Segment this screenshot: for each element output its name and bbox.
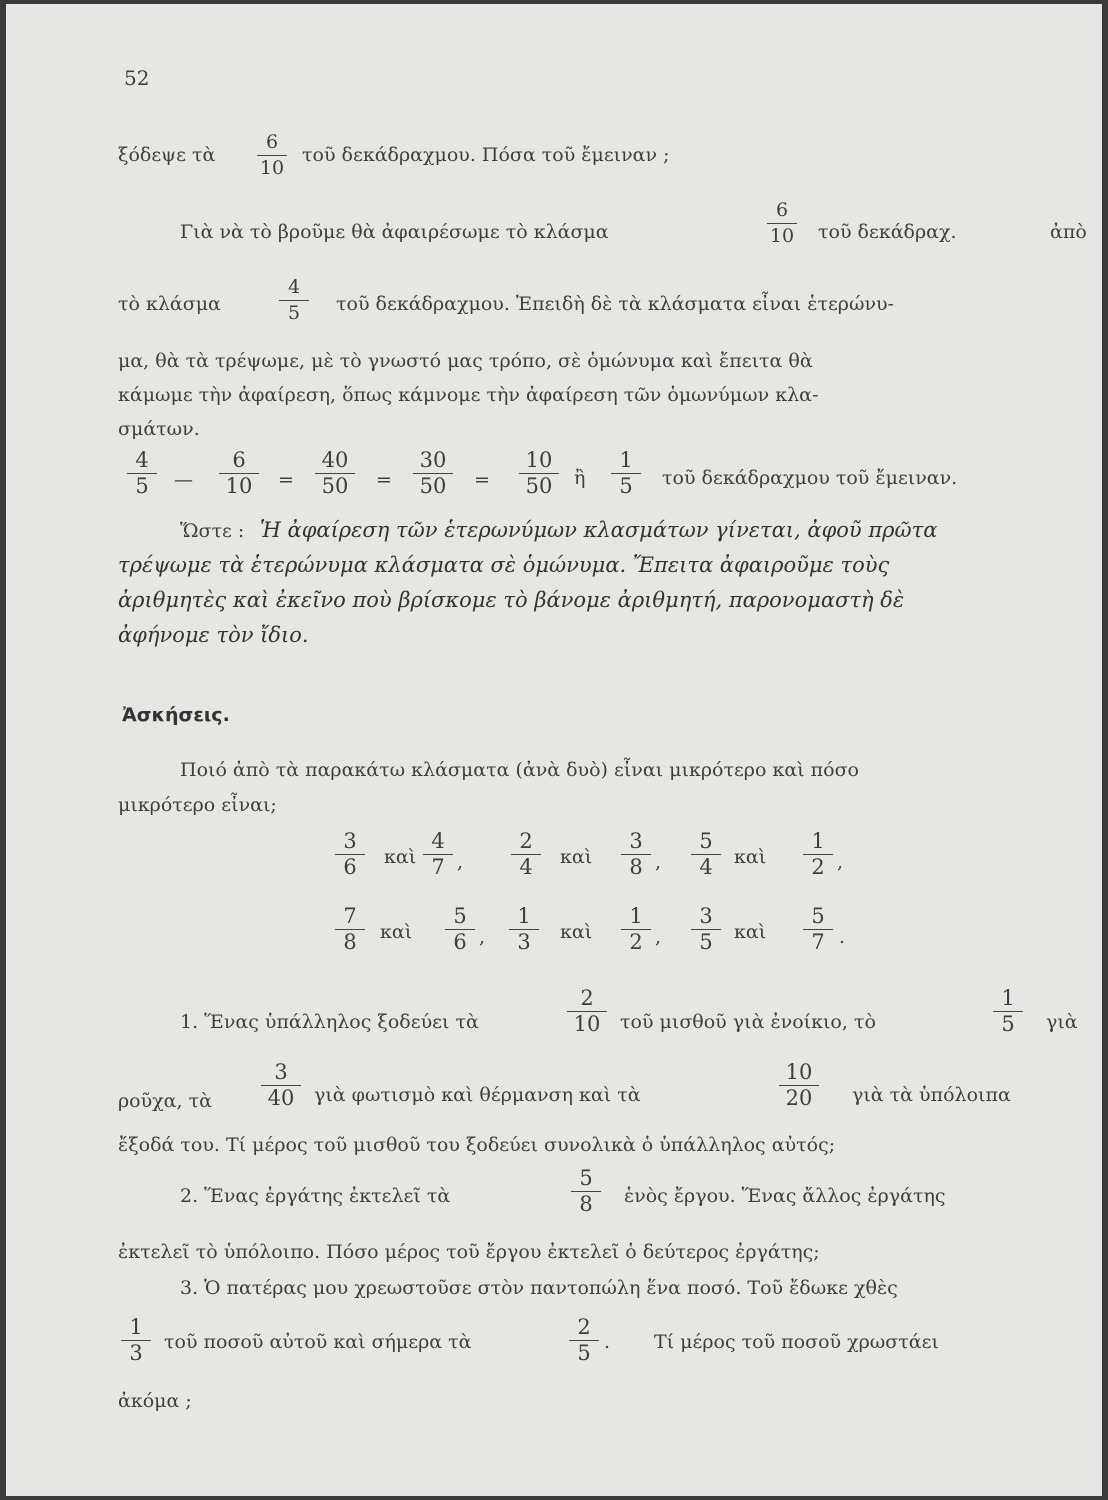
equals-sign: = bbox=[376, 469, 392, 491]
fraction: 40 50 bbox=[312, 450, 358, 496]
fraction: 1 5 bbox=[608, 450, 644, 496]
text-line: σμάτων. bbox=[118, 418, 200, 440]
fraction: 6 10 bbox=[254, 132, 290, 178]
text-line: ἔξοδά του. Τί μέρος τοῦ μισθοῦ του ξοδεύει συνολικὰ ὁ ὑπάλληλος αὐτός; bbox=[118, 1134, 836, 1156]
text-line: ἐκτελεῖ τὸ ὑπόλοιπο. Πόσο μέρος τοῦ ἔργου ἐκτελεῖ ὁ δεύτερος ἐργάτης; bbox=[118, 1241, 820, 1263]
text-line: ξόδεψε τὰ bbox=[118, 144, 216, 166]
kai-word: καὶ bbox=[384, 846, 417, 868]
text-line: ἀκόμα ; bbox=[118, 1390, 192, 1412]
fraction: 1 5 bbox=[990, 988, 1026, 1034]
text-line: γιὰ φωτισμὸ καὶ θέρμανση καὶ τὰ bbox=[314, 1084, 641, 1106]
equals-sign: = bbox=[278, 469, 294, 491]
text-line: ροῦχα, τὰ bbox=[118, 1090, 212, 1112]
text-line: τοῦ δεκάδραχμου. Ἐπειδὴ δὲ τὰ κλάσματα εἶναι ἑτερώνυ- bbox=[336, 293, 894, 315]
text-line: τοῦ δεκάδραχ. bbox=[818, 221, 957, 243]
kai-word: καὶ bbox=[560, 921, 593, 943]
comma: , bbox=[457, 851, 464, 873]
comma: , bbox=[837, 851, 844, 873]
text-line: ἀπὸ bbox=[1050, 221, 1087, 243]
period: . bbox=[839, 926, 846, 948]
text-line: Ὥστε : bbox=[180, 520, 245, 542]
rule-text: Ἡ ἀφαίρεση τῶν ἑτερωνύμων κλασμάτων γίνεται, ἀφοῦ πρῶτα bbox=[260, 518, 938, 542]
text-line: μικρότερο εἶναι; bbox=[118, 794, 277, 816]
fraction: 6 10 bbox=[764, 200, 800, 246]
fraction: 2 5 bbox=[566, 1317, 602, 1363]
equals-sign: = bbox=[474, 469, 490, 491]
text-line: γιὰ bbox=[1046, 1011, 1078, 1033]
comma: , bbox=[655, 926, 662, 948]
fraction: 5 8 bbox=[568, 1168, 604, 1214]
fraction: 1 2 bbox=[800, 831, 836, 877]
text-line: τοῦ ποσοῦ αὐτοῦ καὶ σήμερα τὰ bbox=[164, 1331, 472, 1353]
text-line: ἑνὸς ἔργου. Ἕνας ἄλλος ἐργάτης bbox=[624, 1185, 946, 1207]
period: . bbox=[604, 1331, 611, 1353]
text-line: κάμωμε τὴν ἀφαίρεση, ὅπως κάμνομε τὴν ἀφαίρεση τῶν ὁμωνύμων κλα- bbox=[118, 384, 819, 406]
text-line: γιὰ τὰ ὑπόλοιπα bbox=[852, 1084, 1011, 1106]
text-line: 2. Ἕνας ἐργάτης ἐκτελεῖ τὰ bbox=[180, 1185, 451, 1207]
fraction: 1 3 bbox=[118, 1317, 154, 1363]
fraction: 4 7 bbox=[420, 831, 456, 877]
fraction: 4 5 bbox=[124, 450, 160, 496]
fraction: 2 4 bbox=[508, 831, 544, 877]
comma: , bbox=[655, 851, 662, 873]
book-page bbox=[6, 4, 1102, 1496]
text-line: 3. Ὁ πατέρας μου χρεωστοῦσε στὸν παντοπώλη ἕνα ποσό. Τοῦ ἔδωκε χθὲς bbox=[180, 1277, 898, 1299]
fraction: 30 50 bbox=[410, 450, 456, 496]
or-word: ἢ bbox=[574, 467, 586, 489]
kai-word: καὶ bbox=[560, 846, 593, 868]
comma: , bbox=[479, 926, 486, 948]
text-line: μα, θὰ τὰ τρέψωμε, μὲ τὸ γνωστό μας τρόπο, σὲ ὁμώνυμα καὶ ἔπειτα θὰ bbox=[118, 350, 813, 372]
page-number: 52 bbox=[124, 66, 150, 90]
fraction: 1 2 bbox=[618, 906, 654, 952]
fraction: 2 10 bbox=[564, 988, 610, 1034]
section-heading: Ἀσκήσεις. bbox=[122, 704, 230, 726]
kai-word: καὶ bbox=[734, 846, 767, 868]
fraction: 5 7 bbox=[800, 906, 836, 952]
rule-text: ἀφήνομε τὸν ἴδιο. bbox=[118, 623, 309, 647]
fraction: 5 6 bbox=[442, 906, 478, 952]
fraction: 6 10 bbox=[216, 450, 262, 496]
rule-text: ἀριθμητὲς καὶ ἐκεῖνο ποὺ βρίσκομε τὸ βάνομε ἀριθμητή, παρονομαστὴ δὲ bbox=[118, 588, 905, 612]
fraction: 3 6 bbox=[332, 831, 368, 877]
text-line: 1. Ἕνας ὑπάλληλος ξοδεύει τὰ bbox=[180, 1011, 479, 1033]
kai-word: καὶ bbox=[734, 921, 767, 943]
fraction: 3 5 bbox=[688, 906, 724, 952]
fraction: 5 4 bbox=[688, 831, 724, 877]
fraction: 7 8 bbox=[332, 906, 368, 952]
fraction: 10 50 bbox=[516, 450, 562, 496]
rule-text: τρέψωμε τὰ ἑτερώνυμα κλάσματα σὲ ὁμώνυμα. Ἔπειτα ἀφαιροῦμε τοὺς bbox=[118, 553, 890, 577]
kai-word: καὶ bbox=[380, 921, 413, 943]
text-line: τοῦ δεκάδραχμου τοῦ ἔμειναν. bbox=[662, 467, 958, 489]
minus-sign: — bbox=[174, 469, 193, 491]
text-line: τοῦ δεκάδραχμου. Πόσα τοῦ ἔμειναν ; bbox=[302, 144, 670, 166]
text-line: Ποιό ἀπὸ τὰ παρακάτω κλάσματα (ἀνὰ δυὸ) εἶναι μικρότερο καὶ πόσο bbox=[180, 759, 859, 781]
text-line: τὸ κλάσμα bbox=[118, 293, 221, 315]
fraction: 10 20 bbox=[776, 1062, 822, 1108]
fraction: 3 40 bbox=[258, 1062, 304, 1108]
text-line: Τί μέρος τοῦ ποσοῦ χρωστάει bbox=[654, 1331, 939, 1353]
text-line: Γιὰ νὰ τὸ βροῦμε θὰ ἀφαιρέσωμε τὸ κλάσμα bbox=[180, 221, 609, 243]
text-line: τοῦ μισθοῦ γιὰ ἐνοίκιο, τὸ bbox=[620, 1011, 876, 1033]
fraction: 4 5 bbox=[276, 277, 312, 323]
fraction: 3 8 bbox=[618, 831, 654, 877]
fraction: 1 3 bbox=[506, 906, 542, 952]
